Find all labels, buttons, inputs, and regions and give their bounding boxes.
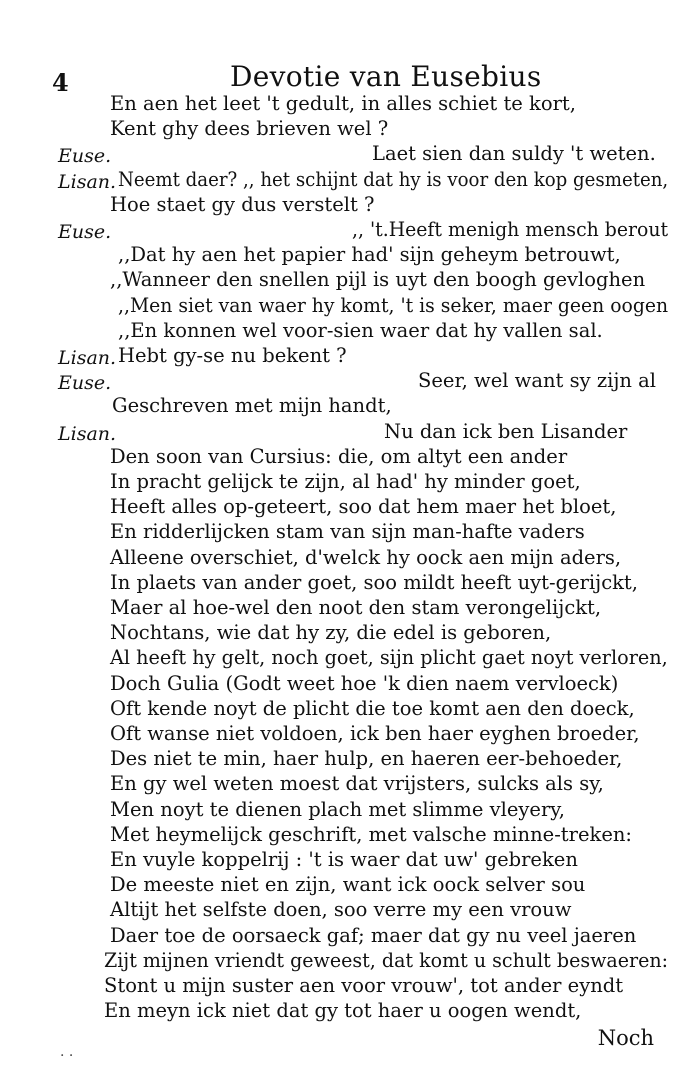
verse-line: [0, 949, 698, 975]
verse-line: [0, 268, 698, 294]
verse-line: [0, 218, 698, 244]
verse-line: [0, 848, 698, 874]
printer-mark: · ·: [60, 1048, 74, 1064]
verse-line: [0, 243, 698, 269]
verse-line: [0, 823, 698, 849]
verse-line: [0, 596, 698, 622]
verse-text: In pracht gelijck te zijn, al had' hy minder goet,: [110, 470, 581, 493]
verse-line: [0, 92, 698, 118]
verse-text: Seer, wel want sy zijn al: [418, 369, 656, 393]
verse-text: ,,En konnen wel voor-sien waer dat hy vallen sal.: [118, 318, 603, 342]
verse-line: [0, 672, 698, 698]
verse-text: Daer toe de oorsaeck gaf; maer dat gy nu veel jaeren: [110, 923, 637, 947]
verse-text: En meyn ick niet dat gy tot haer u oogen wendt,: [104, 999, 582, 1023]
verse-line: [0, 798, 698, 824]
verse-line: [0, 898, 698, 924]
verse-text: Altijt het selfste doen, soo verre my een vrouw: [110, 898, 572, 922]
verse-text: De meeste niet en zijn, want ick oock selver sou: [110, 873, 586, 897]
verse-line: [0, 697, 698, 723]
verse-text: En vuyle koppelrij : 't is waer dat uw' gebreken: [110, 848, 578, 871]
speaker-label: Euse.: [58, 145, 112, 168]
verse-text: Des niet te min, haer hulp, en haeren eer-behoeder,: [110, 747, 623, 771]
verse-text: Men noyt te dienen plach met slimme vleyery,: [110, 797, 565, 821]
verse-line: [0, 193, 698, 219]
verse-text: Heeft alles op-geteert, soo dat hem maer het bloet,: [110, 495, 617, 519]
verse-line: [0, 722, 698, 748]
verse-line: [0, 445, 698, 471]
verse-line: [0, 924, 698, 950]
speaker-label: Euse.: [58, 372, 112, 395]
page-number: 4: [52, 68, 69, 97]
verse-text: Den soon van Cursius: die, om altyt een ander: [110, 444, 568, 468]
verse-line: [0, 344, 698, 370]
speaker-label: Lisan.: [58, 347, 117, 369]
verse-text: En ridderlijcken stam van sijn man-hafte vaders: [110, 520, 585, 544]
verse-text: Maer al hoe-wel den noot den stam verongelijckt,: [110, 596, 602, 619]
verse-text: ,,Wanneer den snellen pijl is uyt den boogh gevloghen: [110, 268, 646, 292]
verse-text: Kent ghy dees brieven wel ?: [110, 117, 389, 141]
verse-text: ,,Men siet van waer hy komt, 't is seker, maer geen oogen: [118, 293, 669, 317]
verse-text: Geschreven met mijn handt,: [112, 394, 392, 418]
verse-text: Met heymelijck geschrift, met valsche minne-treken:: [110, 822, 632, 846]
verse-text: Doch Gulia (Godt weet hoe 'k dien naem vervloeck): [110, 671, 619, 695]
verse-text: Nochtans, wie dat hy zy, die edel is geboren,: [110, 621, 552, 645]
speaker-label: Euse.: [58, 221, 112, 243]
verse-text: ,,Dat hy aen het papier had' sijn geheym betrouwt,: [118, 243, 621, 267]
verse-line: [0, 571, 698, 597]
verse-line: [0, 495, 698, 521]
speaker-label: Lisan.: [58, 422, 117, 445]
verse-line: [0, 294, 698, 320]
verse-text: Al heeft hy gelt, noch goet, sijn plicht gaet noyt verloren,: [110, 646, 668, 670]
verse-text: En aen het leet 't gedult, in alles schiet te kort,: [110, 92, 576, 115]
verse-line: [0, 747, 698, 773]
verse-text: Stont u mijn suster aen voor vrouw', tot ander eyndt: [104, 974, 624, 997]
verse-line: [0, 646, 698, 672]
verse-text: Laet sien dan suldy 't weten.: [372, 142, 656, 166]
verse-text: Oft wanse niet voldoen, ick ben haer eyghen broeder,: [110, 722, 640, 745]
verse-line: [0, 394, 698, 420]
speaker-label: Lisan.: [58, 170, 117, 193]
verse-text: Alleene overschiet, d'welck hy oock aen mijn aders,: [110, 545, 622, 569]
verse-line: [0, 520, 698, 546]
running-title: Devotie van Eusebius: [230, 60, 542, 93]
verse-line: [0, 319, 698, 345]
verse-text: ,, 't.Heeft menigh mensch berout: [352, 218, 669, 241]
verse-line: [0, 772, 698, 798]
verse-line: [0, 621, 698, 647]
verse-text: Hoe staet gy dus verstelt ?: [110, 192, 375, 216]
verse-text: In plaets van ander goet, soo mildt heeft uyt-gerijckt,: [110, 570, 638, 594]
verse-line: [0, 974, 698, 1000]
verse-text: Neemt daer? ,, het schijnt dat hy is voor den kop gesmeten,: [118, 167, 669, 191]
verse-line: [0, 873, 698, 899]
verse-text: Nu dan ick ben Lisander: [384, 419, 628, 443]
verse-text: Zijt mijnen vriendt geweest, dat komt u schult beswaeren:: [104, 948, 669, 972]
verse-text: Hebt gy-se nu bekent ?: [118, 344, 347, 367]
catchword: Noch: [597, 1026, 654, 1050]
verse-line: [0, 470, 698, 496]
verse-line: [0, 420, 698, 446]
verse-line: [0, 142, 698, 168]
verse-text: En gy wel weten moest dat vrijsters, sulcks als sy,: [110, 772, 604, 796]
verse-line: [0, 168, 698, 194]
verse-line: [0, 369, 698, 395]
verse-text: Oft kende noyt de plicht die toe komt aen den doeck,: [110, 696, 635, 720]
verse-line: [0, 117, 698, 143]
verse-line: [0, 999, 698, 1025]
verse-line: [0, 546, 698, 572]
